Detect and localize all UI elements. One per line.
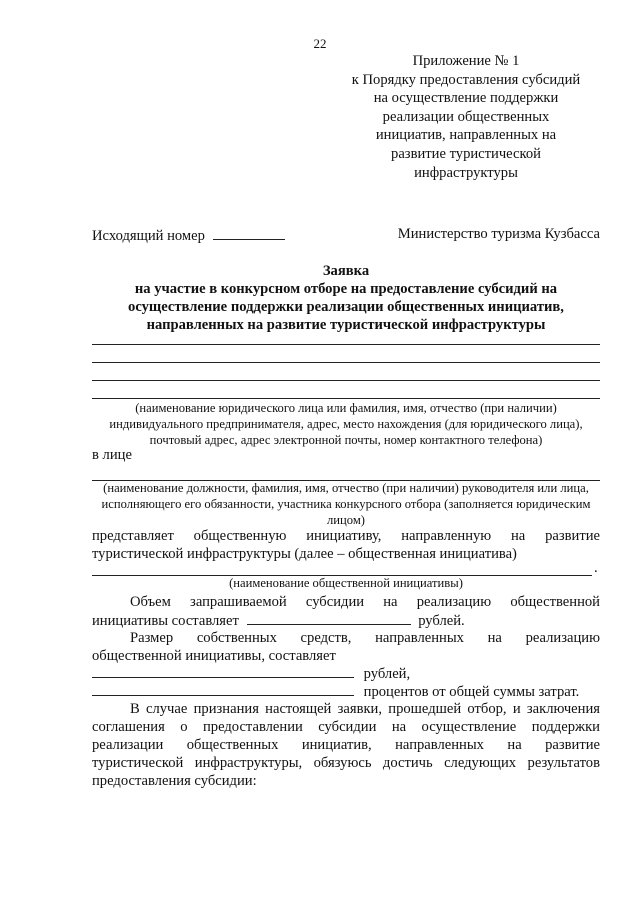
title-line: осуществление поддержки реализации общественных инициатив, <box>128 299 564 315</box>
appendix-line: Приложение № 1 <box>412 53 520 69</box>
own-funds-rubles-row <box>92 664 410 683</box>
appendix-block <box>332 52 600 182</box>
own-funds-rubles-field[interactable] <box>92 664 354 678</box>
appendix-line: реализации общественных <box>382 108 550 125</box>
own-funds-percent-field[interactable] <box>92 682 354 696</box>
appendix-line: к Порядку предоставления субсидий <box>351 71 581 88</box>
presents-line: туристической инфраструктуры (далее – общественная инициатива) <box>92 546 517 562</box>
percent-suffix: процентов от общей суммы затрат. <box>363 684 580 700</box>
appendix-line: на осуществление поддержки <box>373 90 559 107</box>
recipient-name: Министерство туризма Кузбасса <box>397 226 600 242</box>
outgoing-number <box>92 226 285 245</box>
final-paragraph-line: предоставления субсидии: <box>92 773 257 789</box>
header-row <box>92 226 600 245</box>
title-line: направленных на развитие туристической инфраструктуры <box>146 317 546 333</box>
outgoing-number-label: Исходящий номер <box>92 228 205 244</box>
applicant-caption: (наименование юридического лица или фамилия, имя, отчество (при наличии) индивидуального предпринимателя, адрес, место нахождения (для юридического лица), почтовый адрес, адрес электронной почты, номер контактного телефона) <box>109 401 583 447</box>
applicant-field-line[interactable] <box>92 398 600 399</box>
initiative-caption: (наименование общественной инициативы) <box>229 576 463 590</box>
subsidy-line: Объем запрашиваемой субсидии на реализацию общественной <box>130 594 600 610</box>
applicant-field-line[interactable] <box>92 380 600 381</box>
appendix-line: инициатив, направленных на <box>375 127 557 144</box>
page-number: 22 <box>313 36 327 51</box>
in-person-label: в лице <box>92 447 132 463</box>
own-funds-line: Размер собственных средств, направленных на реализацию <box>130 630 600 646</box>
final-paragraph-line: В случае признания настоящей заявки, прошедшей отбор, и заключения <box>130 701 600 717</box>
title-line: на участие в конкурсном отборе на предоставление субсидий на <box>134 281 558 297</box>
subsidy-amount-suffix: рублей. <box>418 613 465 629</box>
appendix-line: развитие туристической <box>391 145 541 162</box>
applicant-field-line[interactable] <box>92 344 600 345</box>
appendix-line: инфраструктуры <box>414 164 518 181</box>
own-funds-percent-row <box>92 682 579 701</box>
final-paragraph-line: туристической инфраструктуры, обязуюсь достичь следующих результатов <box>92 755 600 771</box>
initiative-end-dot: . <box>594 560 598 576</box>
subsidy-amount-field[interactable] <box>247 611 411 625</box>
title-line: Заявка <box>322 263 370 279</box>
subsidy-amount-line <box>92 611 600 630</box>
document-title <box>92 262 600 334</box>
applicant-field-line[interactable] <box>92 362 600 363</box>
own-funds-line: общественной инициативы, составляет <box>92 648 336 664</box>
representative-caption: (наименование должности, фамилия, имя, отчество (при наличии) руководителя или лица, исполняющего его обязанности, участника конкурсного отбора (заполняется юридическим лицом) <box>101 481 591 527</box>
rubles-suffix: рублей, <box>363 666 411 682</box>
outgoing-number-field[interactable] <box>213 226 285 240</box>
final-paragraph-line: соглашения о предоставлении субсидии на осуществление поддержки <box>92 719 600 735</box>
presents-line: представляет общественную инициативу, направленную на развитие <box>92 528 600 544</box>
subsidy-amount-prefix: инициативы составляет <box>92 613 239 629</box>
final-paragraph-line: реализации общественных инициатив, направленных на развитие <box>92 737 600 753</box>
